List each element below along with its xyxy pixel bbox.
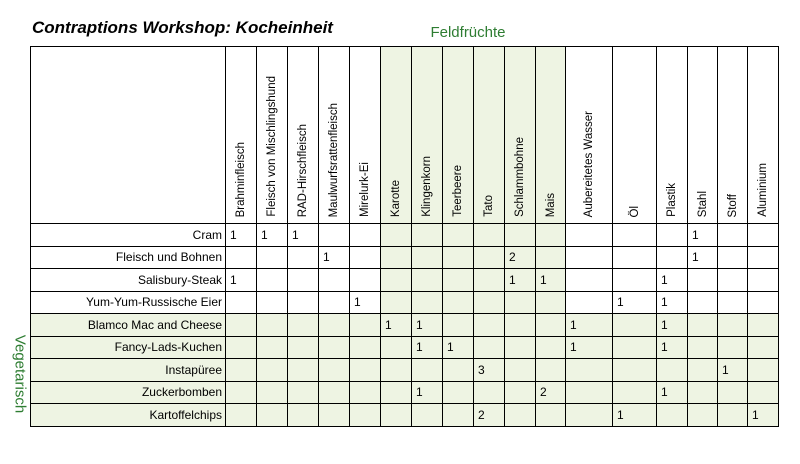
row-label: Instapüree [31, 359, 226, 382]
row-label: Zuckerbomben [31, 381, 226, 404]
table-cell: 3 [474, 359, 505, 382]
column-header-label: Tato [483, 195, 495, 217]
table-cell [381, 381, 412, 404]
table-cell [657, 404, 688, 427]
table-cell: 1 [350, 291, 381, 314]
table-row [31, 291, 779, 314]
table-cell [566, 246, 613, 269]
table-cell [412, 269, 443, 292]
column-header-label: Schlammbohne [514, 137, 526, 217]
table-row [31, 269, 779, 292]
table-cell [474, 314, 505, 337]
table-cell [412, 359, 443, 382]
table-cell: 1 [657, 336, 688, 359]
column-header [288, 47, 319, 224]
table-cell [718, 224, 748, 247]
table-cell: 1 [657, 314, 688, 337]
table-cell: 1 [657, 269, 688, 292]
table-cell [718, 404, 748, 427]
column-header [350, 47, 381, 224]
column-header [566, 47, 613, 224]
column-header [474, 47, 505, 224]
table-cell [536, 246, 566, 269]
table-cell [657, 359, 688, 382]
row-label: Blamco Mac and Cheese [31, 314, 226, 337]
table-cell: 1 [226, 224, 257, 247]
row-label: Yum-Yum-Russische Eier [31, 291, 226, 314]
table-cell [536, 359, 566, 382]
table-cell [474, 269, 505, 292]
column-header [226, 47, 257, 224]
table-cell [505, 404, 536, 427]
table-cell [319, 269, 350, 292]
table-cell [536, 336, 566, 359]
table-cell [257, 381, 288, 404]
table-cell [443, 314, 474, 337]
table-cell: 1 [536, 269, 566, 292]
table-cell: 2 [536, 381, 566, 404]
table-cell [319, 224, 350, 247]
table-cell [350, 359, 381, 382]
table-cell [257, 269, 288, 292]
table-cell [319, 314, 350, 337]
table-cell [505, 314, 536, 337]
table-cell [718, 336, 748, 359]
table-cell [350, 269, 381, 292]
table-cell [536, 314, 566, 337]
column-header [536, 47, 566, 224]
table-cell [474, 224, 505, 247]
table-cell: 1 [718, 359, 748, 382]
table-cell [505, 359, 536, 382]
table-cell [505, 291, 536, 314]
table-cell [226, 314, 257, 337]
table-cell [350, 314, 381, 337]
column-header [319, 47, 350, 224]
table-cell [613, 381, 657, 404]
table-cell [657, 224, 688, 247]
table-cell [505, 381, 536, 404]
table-cell [381, 269, 412, 292]
table-cell [257, 359, 288, 382]
table-cell [257, 246, 288, 269]
table-row [31, 246, 779, 269]
table-cell [226, 404, 257, 427]
table-cell [443, 269, 474, 292]
table-cell [319, 381, 350, 404]
column-header-label: Plastik [666, 183, 678, 217]
table-cell [443, 359, 474, 382]
table-cell [688, 381, 718, 404]
table-row [31, 404, 779, 427]
row-label: Kartoffelchips [31, 404, 226, 427]
table-cell [381, 359, 412, 382]
table-cell [226, 336, 257, 359]
recipe-table [30, 46, 779, 427]
table-cell [688, 404, 718, 427]
table-cell: 1 [688, 246, 718, 269]
column-header-label: Brahminfleisch [235, 141, 247, 217]
table-cell [350, 404, 381, 427]
table-cell [226, 359, 257, 382]
column-header [718, 47, 748, 224]
table-cell [381, 291, 412, 314]
table-cell [381, 246, 412, 269]
table-cell [613, 246, 657, 269]
table-cell: 1 [657, 291, 688, 314]
table-cell: 1 [319, 246, 350, 269]
table-cell: 1 [505, 269, 536, 292]
column-header-label: Aluminium [757, 163, 769, 217]
table-cell: 1 [688, 224, 718, 247]
table-row [31, 224, 779, 247]
table-cell [536, 404, 566, 427]
table-cell [443, 404, 474, 427]
table-cell [288, 404, 319, 427]
table-cell [748, 246, 779, 269]
table-cell [474, 336, 505, 359]
table-cell [566, 404, 613, 427]
column-header [613, 47, 657, 224]
table-row [31, 314, 779, 337]
table-cell: 1 [412, 336, 443, 359]
table-cell [319, 404, 350, 427]
table-cell [412, 291, 443, 314]
table-cell [718, 246, 748, 269]
table-cell: 2 [505, 246, 536, 269]
table-cell [350, 336, 381, 359]
table-cell [350, 381, 381, 404]
table-cell [412, 246, 443, 269]
table-cell [288, 336, 319, 359]
table-cell [474, 381, 505, 404]
table-cell: 1 [657, 381, 688, 404]
table-cell: 1 [257, 224, 288, 247]
table-cell [474, 291, 505, 314]
table-cell [412, 404, 443, 427]
column-header [657, 47, 688, 224]
column-header [412, 47, 443, 224]
table-cell [443, 381, 474, 404]
table-cell [381, 224, 412, 247]
table-cell [257, 336, 288, 359]
table-cell [613, 224, 657, 247]
column-header-label: Fleisch von Mischlingshund [266, 76, 278, 217]
column-header [257, 47, 288, 224]
column-header [688, 47, 718, 224]
table-cell [350, 224, 381, 247]
table-cell [257, 314, 288, 337]
table-cell [566, 269, 613, 292]
table-cell [257, 291, 288, 314]
table-row [31, 359, 779, 382]
table-cell [443, 224, 474, 247]
table-cell [748, 359, 779, 382]
table-cell [748, 269, 779, 292]
table-cell [474, 246, 505, 269]
header-row [31, 47, 779, 224]
table-cell [288, 291, 319, 314]
table-cell [536, 291, 566, 314]
table-cell [381, 404, 412, 427]
column-header-label: Teerbeere [452, 165, 464, 217]
table-cell: 1 [226, 269, 257, 292]
table-cell [718, 314, 748, 337]
table-cell [257, 404, 288, 427]
table-cell [613, 269, 657, 292]
column-header-label: Maulwurfsrattenfleisch [328, 102, 340, 217]
table-cell [748, 381, 779, 404]
table-cell [566, 224, 613, 247]
table-cell: 1 [288, 224, 319, 247]
table-cell [613, 336, 657, 359]
column-header-label: Öl [628, 205, 641, 217]
table-cell [688, 336, 718, 359]
table-cell [748, 291, 779, 314]
table-cell [381, 336, 412, 359]
column-header-label: RAD-Hirschfleisch [297, 123, 309, 217]
table-cell [536, 224, 566, 247]
table-cell [613, 314, 657, 337]
table-cell [657, 246, 688, 269]
table-cell [350, 246, 381, 269]
table-cell: 1 [381, 314, 412, 337]
table-cell [319, 291, 350, 314]
table-cell [566, 359, 613, 382]
table-cell [718, 291, 748, 314]
table-cell [226, 381, 257, 404]
group-label-crops: Feldfrüchte [430, 24, 506, 41]
table-cell [288, 381, 319, 404]
table-cell [718, 269, 748, 292]
table-cell [443, 246, 474, 269]
table-cell [319, 359, 350, 382]
table-cell [688, 359, 718, 382]
table-cell [748, 336, 779, 359]
table-cell: 1 [566, 314, 613, 337]
row-label: Salisbury-Steak [31, 269, 226, 292]
column-header-label: Karotte [390, 179, 402, 217]
table-cell: 1 [566, 336, 613, 359]
column-header [381, 47, 412, 224]
column-header-label: Mais [544, 192, 557, 217]
table-row [31, 336, 779, 359]
table-cell [288, 359, 319, 382]
table-row [31, 381, 779, 404]
row-label: Fancy-Lads-Kuchen [31, 336, 226, 359]
table-cell [688, 314, 718, 337]
table-cell [688, 291, 718, 314]
table-cell [412, 224, 443, 247]
column-header-label: Mirelurk-Ei [359, 162, 371, 217]
header-corner [31, 47, 226, 224]
row-label: Fleisch und Bohnen [31, 246, 226, 269]
table-cell [613, 359, 657, 382]
group-label-vegetarian: Vegetarisch [11, 334, 29, 414]
table-cell [748, 224, 779, 247]
table-cell [226, 291, 257, 314]
table-cell [288, 246, 319, 269]
table-cell: 1 [412, 381, 443, 404]
table-cell [566, 381, 613, 404]
column-header-label: Stoff [726, 193, 739, 217]
table-cell: 1 [613, 404, 657, 427]
table-cell [718, 381, 748, 404]
row-label: Cram [31, 224, 226, 247]
table-cell [288, 314, 319, 337]
column-header-label: Klingenkorn [421, 156, 433, 217]
column-header [443, 47, 474, 224]
table-cell [443, 291, 474, 314]
column-header [505, 47, 536, 224]
table-cell: 1 [748, 404, 779, 427]
column-header-label: Stahl [696, 190, 709, 217]
column-header [748, 47, 779, 224]
table-cell: 1 [443, 336, 474, 359]
column-header-label: Aubereitetes Wasser [583, 110, 595, 217]
table-cell [566, 291, 613, 314]
table-cell: 1 [613, 291, 657, 314]
table-cell [319, 336, 350, 359]
table-cell [226, 246, 257, 269]
table-cell: 2 [474, 404, 505, 427]
table-cell: 1 [412, 314, 443, 337]
table-cell [688, 269, 718, 292]
table-cell [748, 314, 779, 337]
table-cell [505, 336, 536, 359]
table-cell [288, 269, 319, 292]
table-cell [505, 224, 536, 247]
page-title: Contraptions Workshop: Kocheinheit [32, 18, 333, 37]
